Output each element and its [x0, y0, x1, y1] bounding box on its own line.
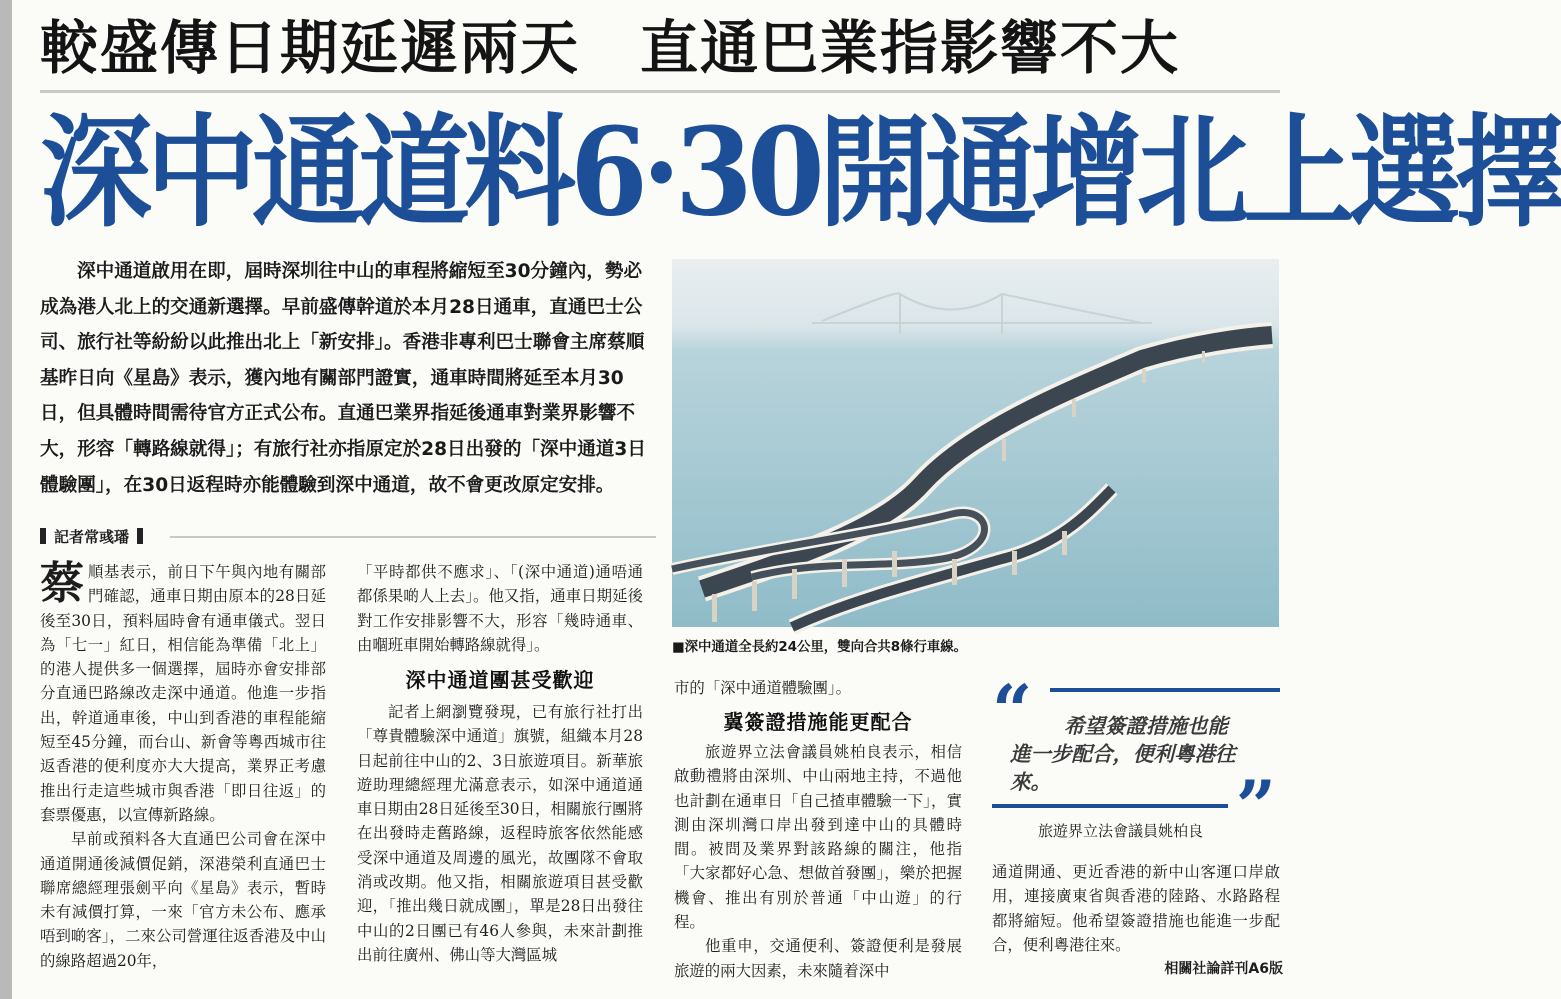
open-quote-mark: “	[992, 669, 1033, 752]
col2-paragraph-2: 記者上網瀏覽發現，已有旅行社打出「尊貴體驗深中通道」旗號，組織本月28日起前往中山的2、3日旅遊項目。新華旅遊助理總經理尤滿意表示，如深中通道通車日期由28日延後至30日，相關旅行團將在出發時走舊路線，返程時旅客依然能感受深中通道及周邊的風光，故團隊不會取消或改期。他又指，相關旅遊項目甚受歡迎，「推出幾日就成團」，單是28日出發往中山的2日團已有46人參與，未來計劃推出前往廣州、佛山等大灣區城	[357, 703, 643, 964]
quote-top-rule	[1050, 688, 1280, 692]
byline-left-bar	[40, 528, 46, 544]
byline	[40, 524, 143, 548]
quote-text	[1010, 712, 1272, 796]
subhead-tour-popular: 深中通道團甚受歡迎	[405, 668, 595, 692]
col3-paragraph-2: 旅遊界立法會議員姚柏良表示，相信啟動禮將由深圳、中山兩地主持，不過他也計劃在通車日「自己揸車體驗一下」，實測由深圳灣口岸出發到達中山的具體時間。被問及業界對該路線的關注，他指「大家都好心急、想做首發團」，樂於把握機會、推出有別於普通「中山遊」的行程。	[674, 743, 962, 932]
byline-rule	[170, 536, 656, 538]
col1-paragraph-2: 早前或預料各大直通巴公司會在深中通道開通後減價促銷，深港榮利直通巴士聯席總經理張劍平向《星島》表示，暫時未有減價打算，一來「官方未公布、應承唔到啲客」，二來公司營運往返香港及中山的線路超過20年，	[40, 830, 326, 970]
col2-paragraph-1: 「平時都供不應求」、「(深中通道)通唔通都係果啲人上去」。他又指，通車日期延後對工作安排影響不大，形容「幾時通車、由嗰班車開始轉路線就得」。	[357, 563, 643, 654]
subhead-visa-measures: 冀簽證措施能更配合	[723, 710, 913, 734]
drop-cap: 蔡	[40, 558, 84, 609]
main-headline: 深中通道料6·30開通增北上選擇	[40, 102, 1561, 244]
quote-source: 旅遊界立法會議員姚柏良	[1038, 822, 1204, 840]
col1-paragraph-1	[40, 560, 326, 827]
pull-quote	[992, 669, 1280, 848]
article-column-2	[357, 560, 643, 657]
article-column-3b	[674, 740, 962, 983]
col3-paragraph-1: 市的「深中通道體驗團」。	[674, 679, 851, 697]
photo-caption: ■深中通道全長約24公里，雙向合共8條行車線。	[672, 640, 968, 655]
quote-line-2: 進一步配合，便利粵港往來。	[1010, 742, 1236, 794]
col3-paragraph-3: 他重申，交通便利、簽證便利是發展旅遊的兩大因素，未來隨着深中	[674, 937, 962, 980]
quote-line-1: 希望簽證措施也能	[1064, 714, 1228, 738]
article-column-3	[674, 676, 962, 700]
article-column-1	[40, 560, 326, 973]
lede-paragraph: 深中通道啟用在即，屆時深圳往中山的車程將縮短至30分鐘內，勢必成為港人北上的交通新選擇。早前盛傳幹道於本月28日通車，直通巴士公司、旅行社等紛紛以此推出北上「新安排」。香港非專利巴士聯會主席蔡順基昨日向《星島》表示，獲內地有關部門證實，通車時間將延至本月30日，但具體時間需待官方正式公布。直通巴業界指延後通車對業界影響不大，形容「轉路線就得」；有旅行社亦指原定於28日出發的「深中通道3日體驗團」，在30日返程時亦能體驗到深中通道，故不會更改原定安排。	[40, 261, 646, 496]
byline-right-bar	[137, 528, 143, 544]
article-column-4	[992, 860, 1280, 957]
headline-divider	[40, 90, 1280, 93]
kicker-headline: 較盛傳日期延遲兩天 直通巴業指影響不大	[40, 14, 1181, 82]
page-edge-bar	[0, 0, 12, 999]
bridge-illustration	[672, 259, 1279, 627]
col1-text-1: 順基表示，前日下午與內地有關部門確認，通車日期由原本的28日延後至30日，預料屆時會有通車儀式。翌日為「七一」紅日，相信能為準備「北上」的港人提供多一個選擇，屆時亦會安排部分直通巴路線改走深中通道。他進一步指出，幹道通車後，中山到香港的車程能縮短至45分鐘，而台山、新會等粵西城市往返香港的便利度亦大大提高，業界正考慮推出行走這些城市與香港「即日往返」的套票優惠，以宣傳新路線。	[40, 563, 326, 824]
col4-paragraph-1: 通道開通、更近香港的新中山客運口岸啟用，連接廣東省與香港的陸路、水路路程都將縮短。他希望簽證措施也能進一步配合，便利粵港往來。	[992, 863, 1280, 954]
close-quote-mark: ”	[1235, 765, 1276, 848]
byline-reporter: 記者常彧璠	[54, 527, 130, 546]
article-column-2b	[357, 700, 643, 967]
bridge-photo	[672, 259, 1279, 627]
quote-bottom-rule	[992, 804, 1228, 808]
editorial-reference: 相關社論詳刊A6版	[1164, 961, 1283, 977]
